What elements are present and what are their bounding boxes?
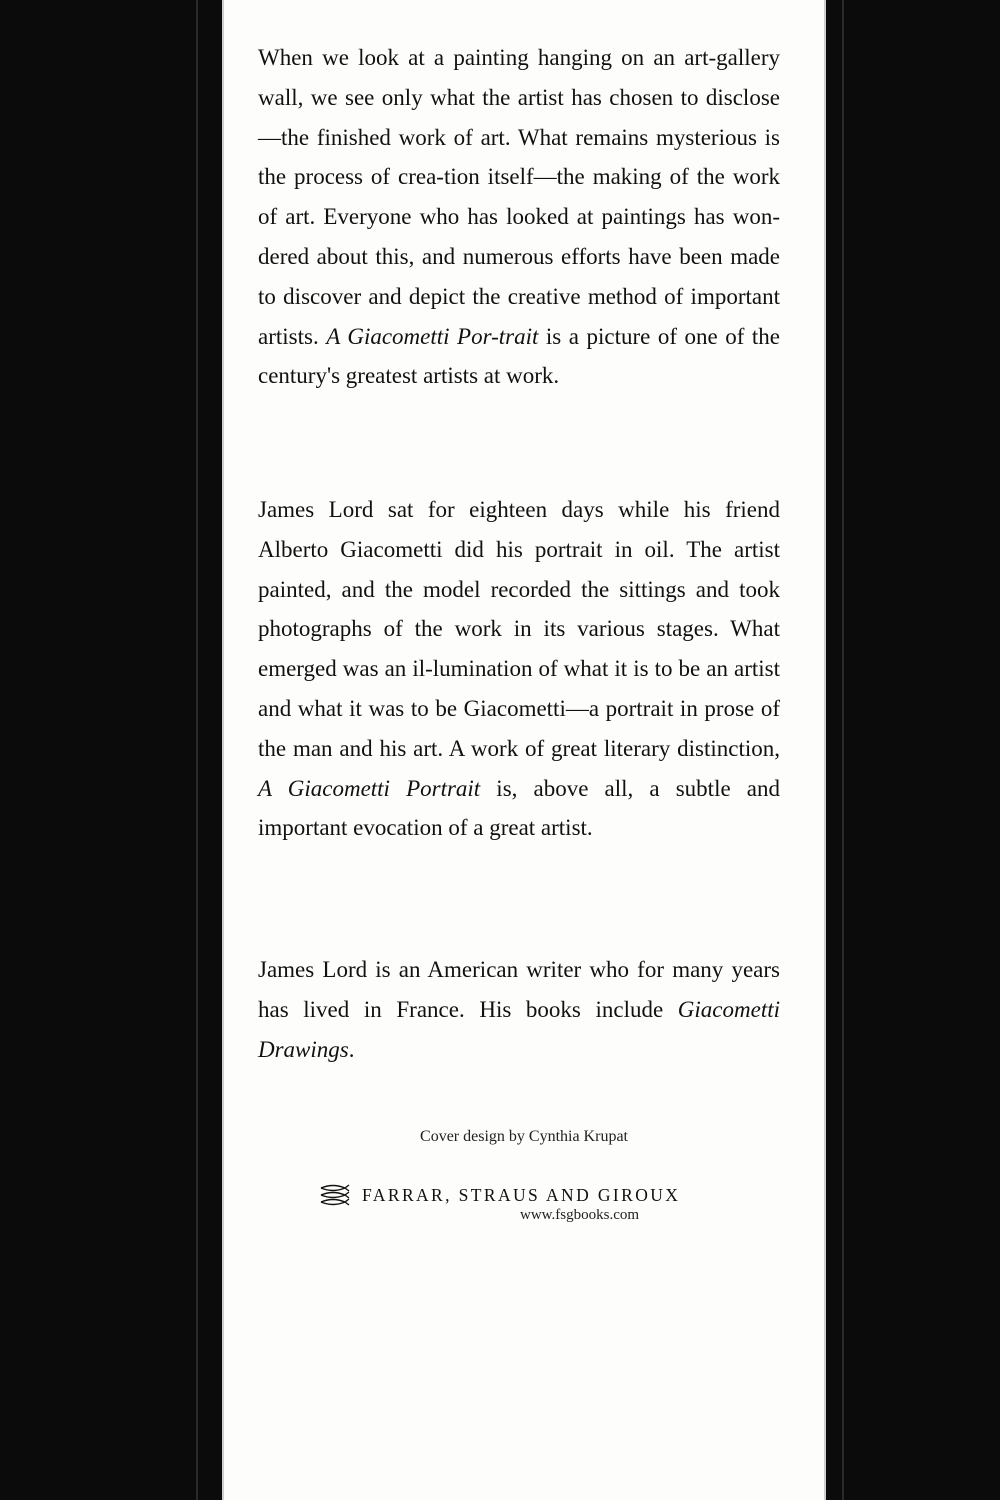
right-edge-line [842,0,844,1500]
cover-design-credit: Cover design by Cynthia Krupat [420,1128,628,1145]
bio-book-title: Giacometti Drawings [258,996,780,1062]
blurb-p1-book-title: A Giacometti Por-trait [326,323,539,349]
fsg-fish-logo-icon [318,1184,352,1206]
blurb-p1-text-a: When we look at a painting hanging on an art-gallery wall, we see only what the artist has chosen to disclose—the finished work of art. What remains mysterious is the process of crea-tion itself—the making of the work of art. Everyone who has looked at paintings has won-dered about this, and numerous efforts have been made to discover and depict the creative method of important artists. [258,45,780,349]
bio-text-a: James Lord is an American writer who for many years has lived in France. His books include [258,957,780,1022]
blurb-paragraph-1 [258,38,780,396]
left-edge-line [196,0,198,1500]
blurb-p2-text-a: James Lord sat for eighteen days while his friend Alberto Giacometti did his portrait in oil. The artist painted, and the model recorded the sittings and took photographs of the work in its various stages. What emerged was an il-lumination of what it is to be an artist and what it was to be Giacometti—a portrait in prose of the man and his art. A work of great literary distinction, [258,497,780,761]
author-bio-paragraph [258,950,780,1069]
publisher-imprint [318,1180,680,1210]
publisher-name: FARRAR, STRAUS AND GIROUX [362,1184,681,1205]
blurb-p1-text-b: is a picture of one of the century's greatest artists at work. [258,323,780,389]
publisher-url: www.fsgbooks.com [520,1207,640,1223]
bio-text-b: . [348,1036,355,1062]
blurb-p2-book-title: A Giacometti Portrait [258,775,481,801]
blurb-paragraph-2 [258,490,780,848]
blurb-p2-text-b: is, above all, a subtle and important evocation of a great artist. [258,775,780,841]
